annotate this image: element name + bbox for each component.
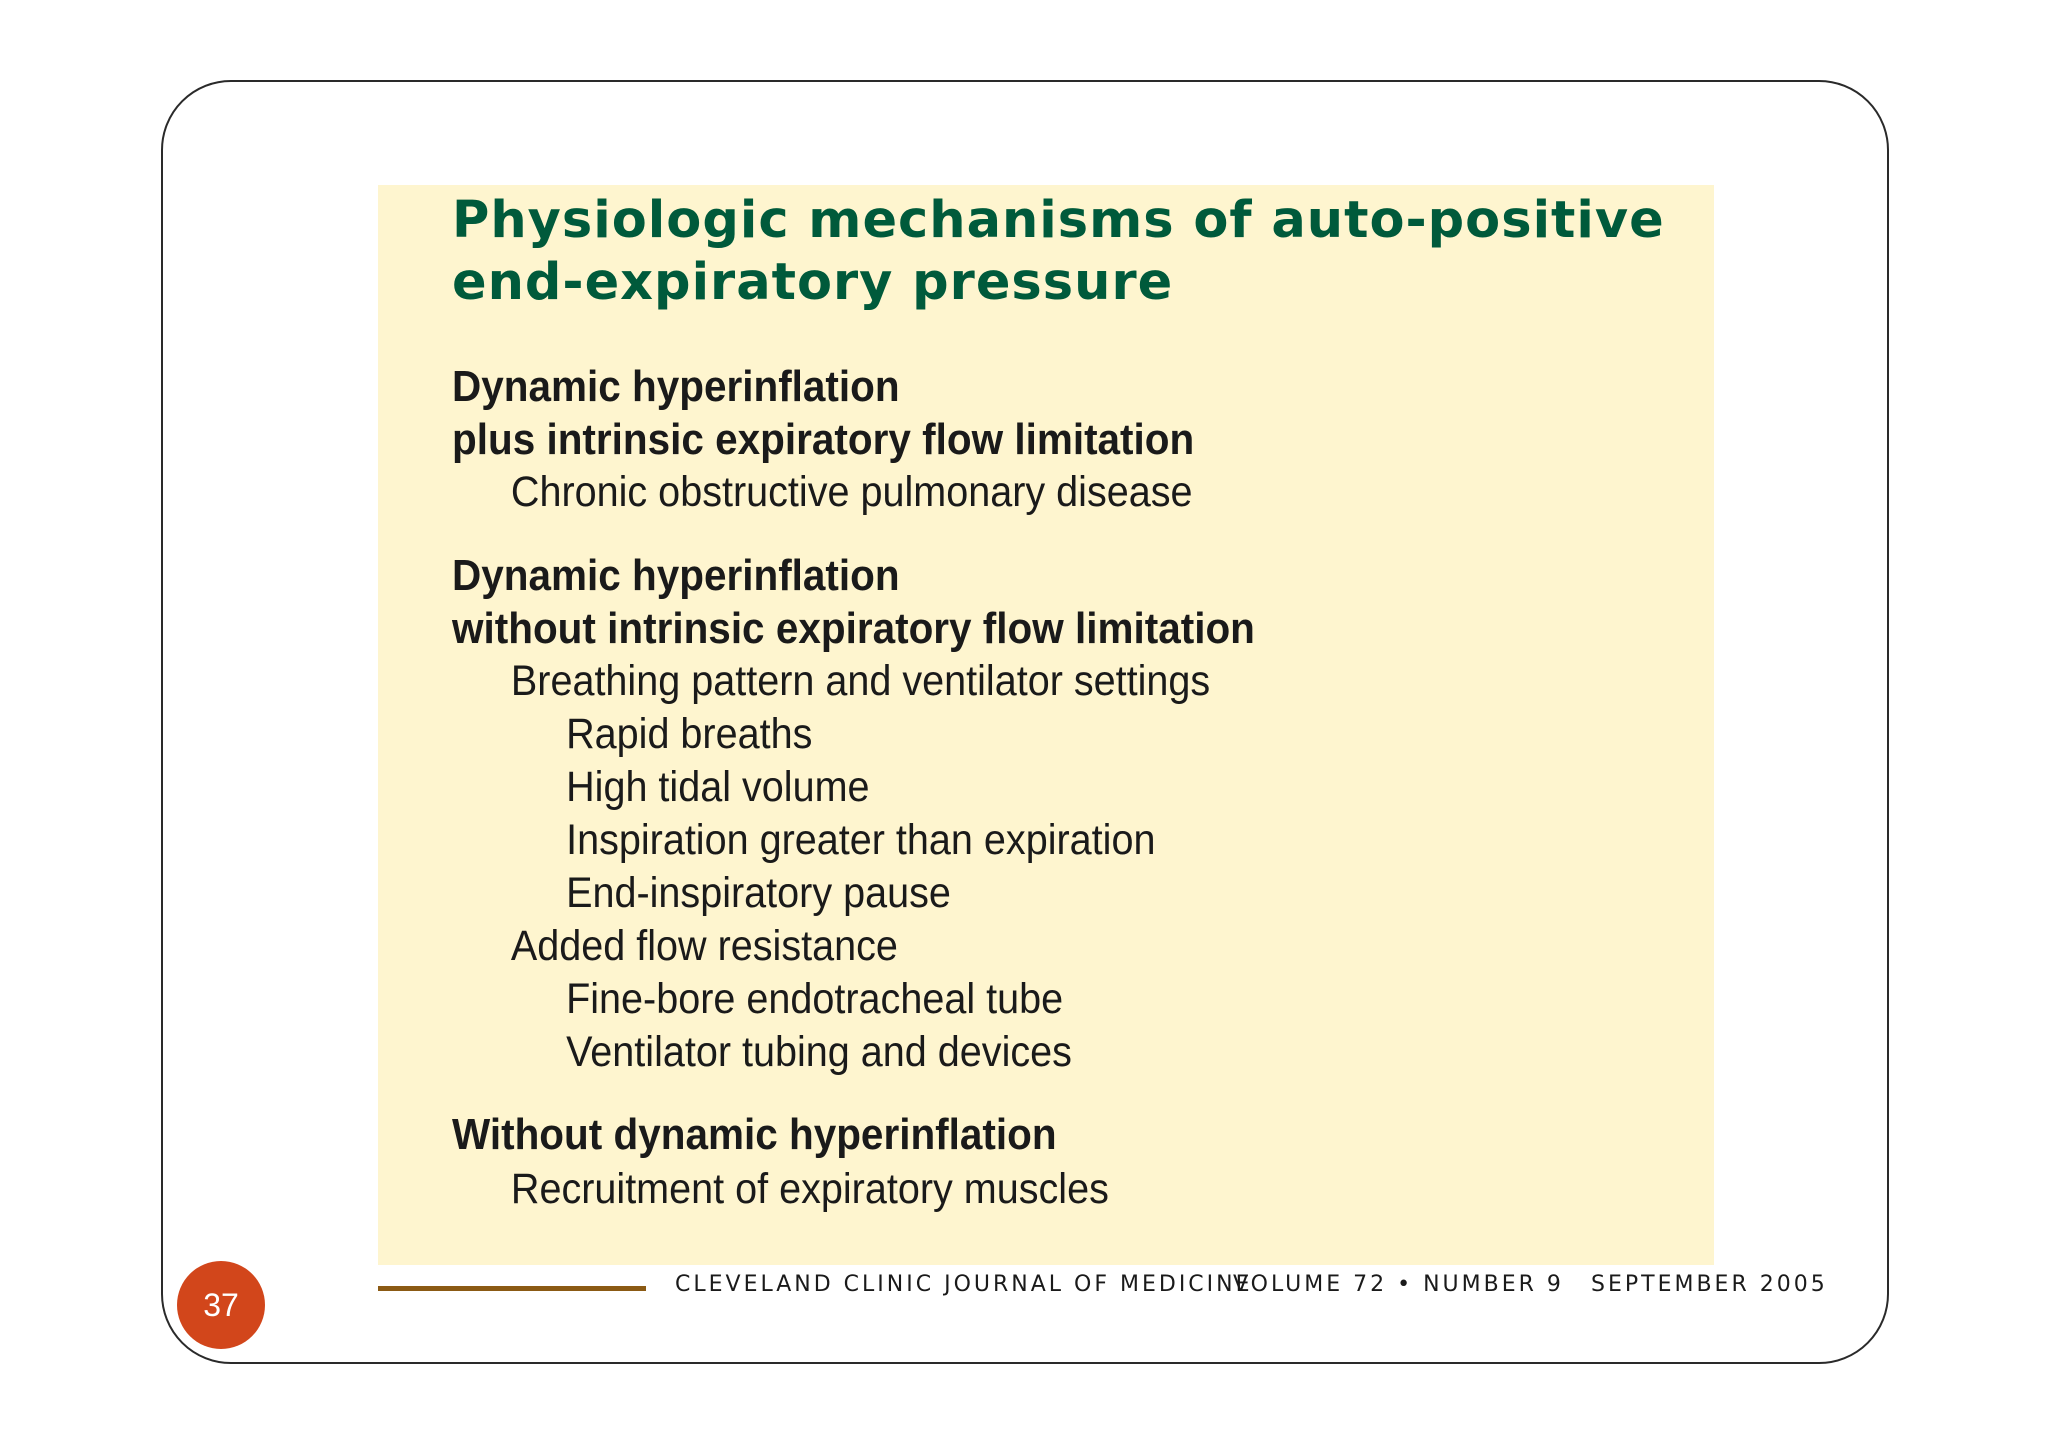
section-heading: plus intrinsic expiratory flow limitation (452, 415, 1195, 464)
publication-date: SEPTEMBER 2005 (1591, 1272, 1828, 1297)
figure-title (452, 190, 1665, 314)
section-heading: Dynamic hyperinflation (452, 362, 900, 411)
list-item: End-inspiratory pause (566, 869, 951, 917)
page-number-badge: 37 (177, 1261, 265, 1349)
section-heading: Without dynamic hyperinflation (452, 1110, 1057, 1159)
list-item: Rapid breaths (566, 710, 813, 758)
footer-rule (378, 1286, 646, 1291)
list-item: Added flow resistance (510, 922, 898, 970)
list-item: Chronic obstructive pulmonary disease (510, 468, 1193, 516)
figure-title-line-1: Physiologic mechanisms of auto-positive (452, 191, 1665, 250)
figure-title-line-2: end-expiratory pressure (452, 253, 1174, 312)
list-item: Breathing pattern and ventilator settings (510, 657, 1211, 705)
list-item: Ventilator tubing and devices (566, 1028, 1072, 1076)
list-item: High tidal volume (566, 763, 870, 811)
journal-name: CLEVELAND CLINIC JOURNAL OF MEDICINE (675, 1272, 1253, 1297)
section-heading: Dynamic hyperinflation (452, 551, 900, 600)
list-item: Recruitment of expiratory muscles (510, 1165, 1109, 1213)
list-item: Inspiration greater than expiration (566, 816, 1156, 864)
section-heading: without intrinsic expiratory flow limitation (452, 604, 1255, 653)
volume-number: VOLUME 72 • NUMBER 9 (1233, 1272, 1564, 1297)
list-item: Fine-bore endotracheal tube (566, 975, 1064, 1023)
